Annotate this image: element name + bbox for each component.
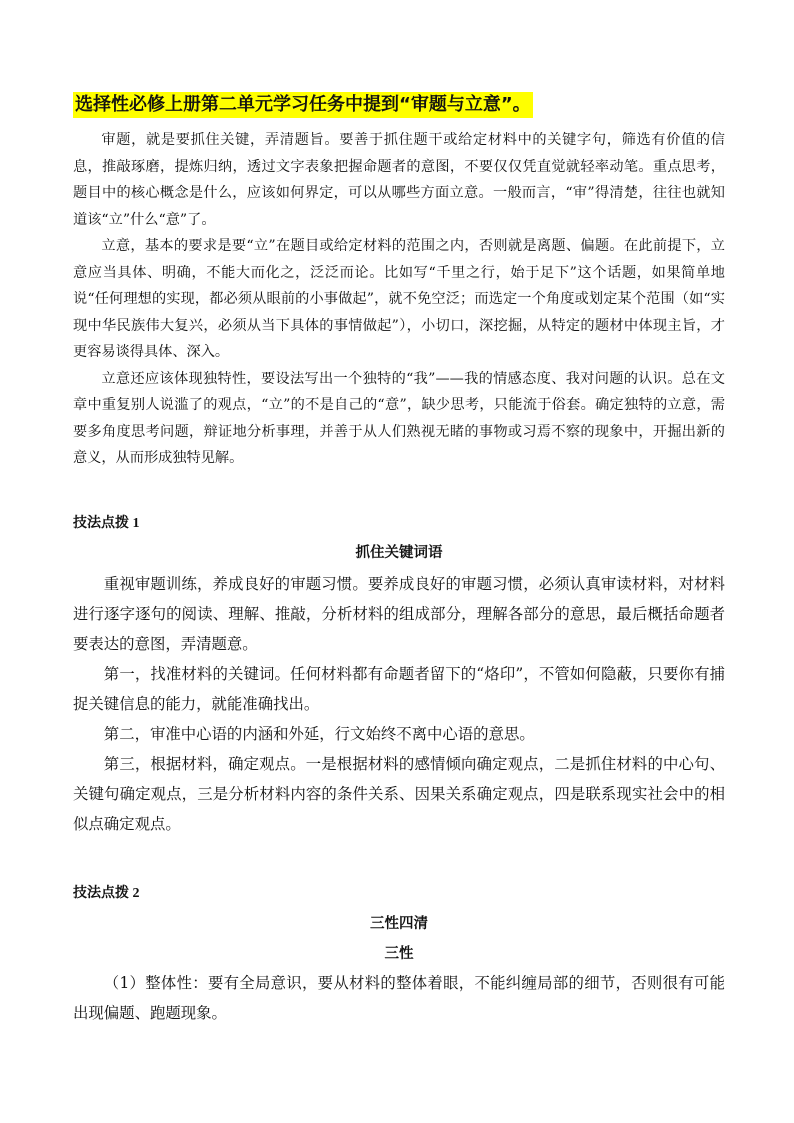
page-title: 选择性必修上册第二单元学习任务中提到“审题与立意”。 <box>73 92 533 118</box>
section-paragraph: （1）整体性：要有全局意识，要从材料的整体着眼，不能纠缠局部的细节，否则很有可能出现偏题、跑题现象。 <box>73 974 725 1022</box>
section-label: 技法点拨 2 <box>73 886 140 901</box>
section-paragraph: 重视审题训练，养成良好的审题习惯。要养成良好的审题习惯，必须认真审读材料，对材料进行逐字逐句的阅读、理解、推敲，分析材料的组成部分，理解各部分的意思，最后概括命题者要表达的意图，弄清题意。 <box>73 575 725 653</box>
intro-paragraph: 审题，就是要抓住关键，弄清题旨。要善于抓住题干或给定材料中的关键字句，筛选有价值的信息，推敲琢磨，提炼归纳，透过文字表象把握命题者的意图，不要仅仅凭直觉就轻率动笔。重点思考，题目中的核心概念是什么，应该如何界定，可以从哪些方面立意。一般而言，“审”得清楚，往往也就知道该“立”什么“意”了。 <box>73 132 725 228</box>
intro-paragraph: 立意，基本的要求是要“立”在题目或给定材料的范围之内，否则就是离题、偏题。在此前提下，立意应当具体、明确，不能大而化之，泛泛而论。比如写“千里之行，始于足下”这个话题，如果简单地说“任何理想的实现，都必须从眼前的小事做起”，就不免空泛；而选定一个角度或划定某个范围（如“实现中华民族伟大复兴，必须从当下具体的事情做起”），小切口，深挖掘，从特定的题材中体现主旨，才更容易谈得具体、深入。 <box>73 238 725 360</box>
section-heading: 三性四清 <box>370 915 428 932</box>
title-container <box>73 92 533 118</box>
section-paragraph: 第二，审准中心语的内涵和外延，行文始终不离中心语的意思。 <box>103 725 535 743</box>
intro-section <box>73 127 725 472</box>
section-label: 技法点拨 1 <box>73 516 140 531</box>
section-paragraph: 第三，根据材料，确定观点。一是根据材料的感情倾向确定观点，二是抓住材料的中心句、关键句确定观点，三是分析材料内容的条件关系、因果关系确定观点，四是联系现实社会中的相似点确定观点。 <box>73 755 725 833</box>
section1-body <box>73 569 725 839</box>
intro-paragraph: 立意还应该体现独特性，要设法写出一个独特的“我”——我的情感态度、我对问题的认识。总在文章中重复别人说滥了的观点，“立”的不是自己的“意”，缺少思考，只能流于俗套。确定独特的立意，需要多角度思考问题，辩证地分析事理，并善于从人们熟视无睹的事物或习焉不察的现象中，开掘出新的意义，从而形成独特见解。 <box>73 370 725 466</box>
section-paragraph: 第一，找准材料的关键词。任何材料都有命题者留下的“烙印”，不管如何隐蔽，只要你有捕捉关键信息的能力，就能准确找出。 <box>73 665 725 713</box>
section2-body <box>73 968 725 1028</box>
section-subheading: 三性 <box>384 945 414 962</box>
section-heading: 抓住关键词语 <box>355 544 443 561</box>
